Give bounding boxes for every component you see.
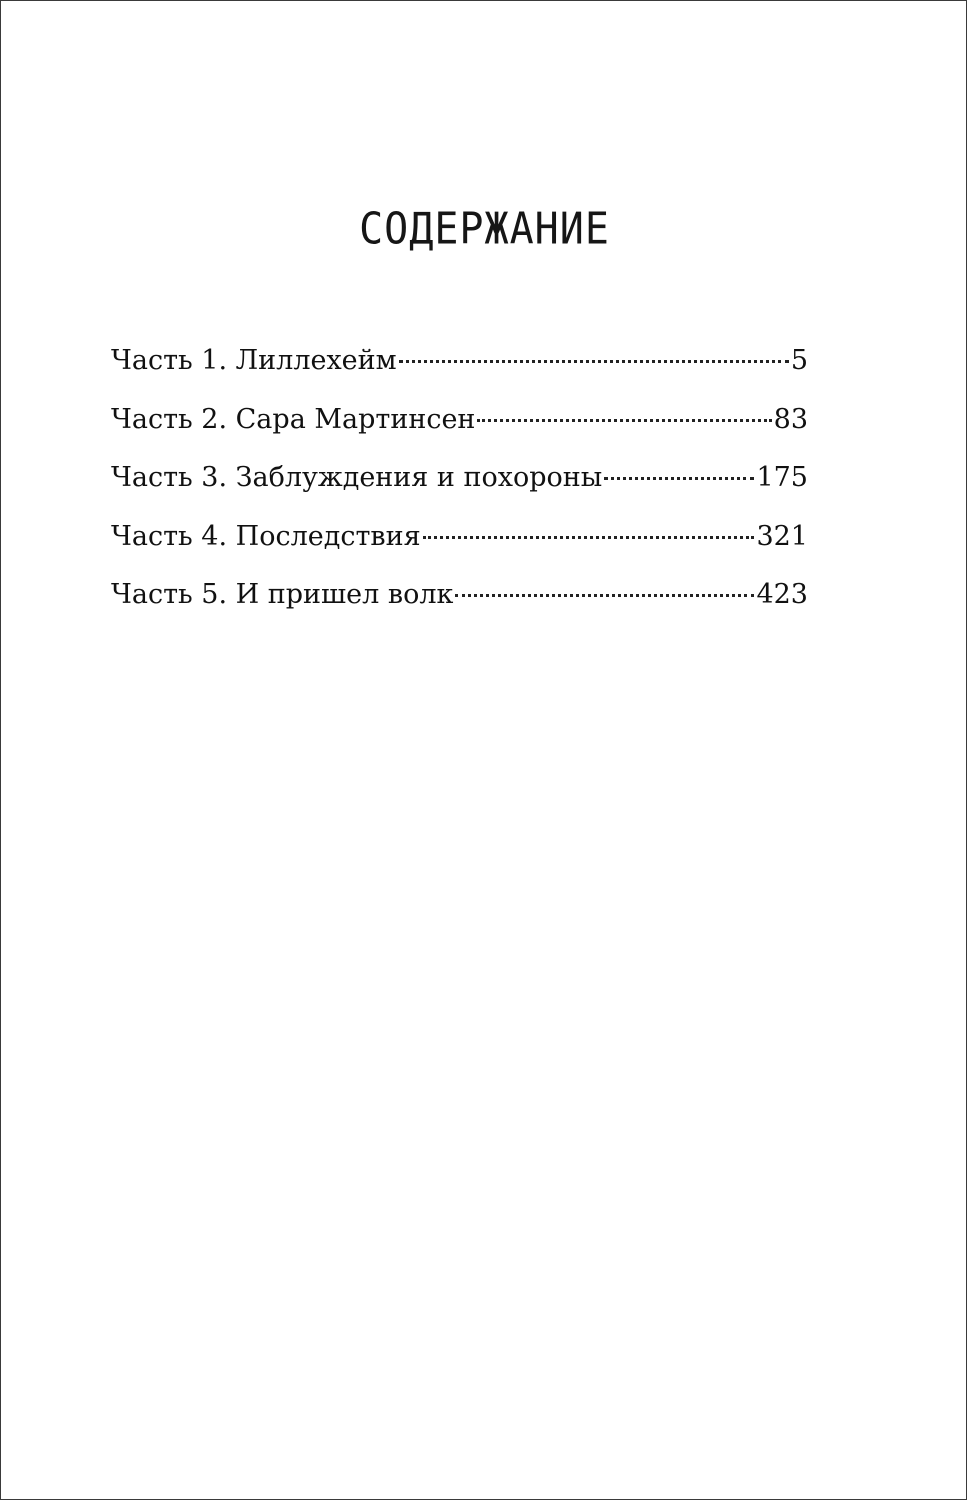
dot-leader — [477, 419, 771, 422]
dot-leader — [399, 360, 789, 363]
toc-page-number: 321 — [756, 520, 808, 552]
toc-entry-part-2[interactable] — [111, 400, 808, 459]
table-of-contents — [111, 341, 808, 634]
toc-page-number: 83 — [773, 403, 808, 435]
toc-entry-part-5[interactable] — [111, 575, 808, 634]
toc-entry-part-4[interactable] — [111, 517, 808, 576]
toc-entry-label: Часть 1. Лиллехейм — [111, 345, 397, 376]
toc-page-number: 5 — [790, 345, 808, 376]
toc-entry-label: Часть 5. И пришел волк — [111, 579, 454, 610]
dot-leader — [423, 536, 755, 539]
page-title: СОДЕРЖАНИЕ — [359, 203, 610, 255]
toc-entry-part-1[interactable] — [111, 341, 808, 400]
toc-entry-part-3[interactable] — [111, 458, 808, 517]
toc-entry-label: Часть 2. Сара Мартинсен — [111, 403, 476, 435]
toc-entry-label: Часть 4. Последствия — [111, 520, 421, 552]
toc-page-number: 175 — [756, 462, 808, 493]
dot-leader — [604, 477, 754, 480]
toc-entry-label: Часть 3. Заблуждения и похороны — [111, 462, 603, 493]
dot-leader — [455, 594, 754, 597]
toc-page-number: 423 — [756, 579, 808, 610]
